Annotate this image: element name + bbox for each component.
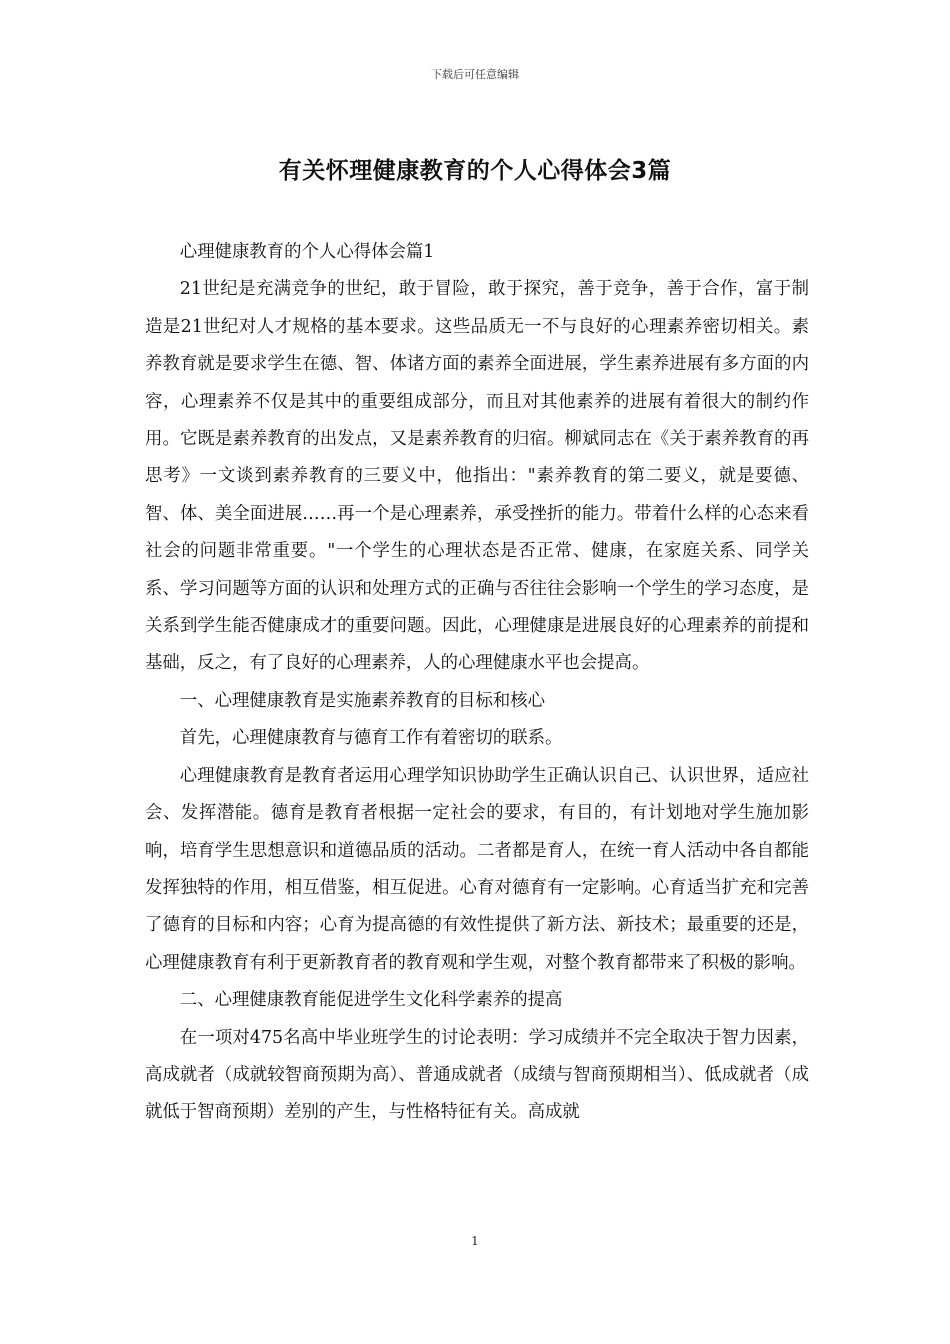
section-heading: 二、心理健康教育能促进学生文化科学素养的提高 [179,990,563,1011]
document-title: 有关怀理健康教育的个人心得体会3篇 [278,158,672,184]
section-heading: 心理健康教育的个人心得体会篇1 [179,242,435,262]
section-heading: 一、心理健康教育是实施素养教育的目标和核心 [179,690,546,711]
paragraph: 21世纪是充满竞争的世纪，敢于冒险，敢于探究，善于竞争，善于合作，富于制造是21世纪对人才规格的基本要求。这些品质无一不与良好的心理素养密切相关。素养教育就是要求学生在德、智、体诸方面的素养全面进展，学生素养进展有多方面的内容，心理素养不仅是其中的重要组成部分，而且对其他素养的进展有着很大的制约作用。它既是素养教育的出发点，又是素养教育的归宿。柳斌同志在《关于素养教育的再思考》一文谈到素养教育的三要义中，他指出："素养教育的第二要义，就是要德、智、体、美全面进展……再一个是心理素养，承受挫折的能力。带着什么样的心态来看社会的问题非常重要。"一个学生的心理状态是否正常、健康，在家庭关系、同学关系、学习问题等方面的认识和处理方式的正确与否往往会影响一个学生的学习态度，是关系到学生能否健康成才的重要问题。因此，心理健康是进展良好的心理素养的前提和基础，反之，有了良好的心理素养，人的心理健康水平也会提高。 [145,279,809,674]
header-note: 下载后可任意编辑 [431,68,519,81]
paragraph: 在一项对475名高中毕业班学生的讨论表明：学习成绩并不完全取决于智力因素，高成就者（成就较智商预期为高）、普通成就者（成绩与智商预期相当）、低成就者（成就低于智商预期）差别的产生，与性格特征有关。高成就 [145,1027,809,1123]
document-body [145,234,809,1132]
paragraph: 首先，心理健康教育与德育工作有着密切的联系。 [179,728,563,749]
paragraph: 心理健康教育是教育者运用心理学知识协助学生正确认识自己、认识世界，适应社会、发挥潜能。德育是教育者根据一定社会的要求，有目的，有计划地对学生施加影响，培育学生思想意识和道德品质的活动。二者都是育人，在统一育人活动中各自都能发挥独特的作用，相互借鉴，相互促进。心育对德育有一定影响。心育适当扩充和完善了德育的目标和内容；心育为提高德的有效性提供了新方法、新技术；最重要的还是，心理健康教育有利于更新教育者的教育观和学生观，对整个教育都带来了积极的影响。 [145,765,809,973]
page-number: 1 [471,1234,479,1248]
